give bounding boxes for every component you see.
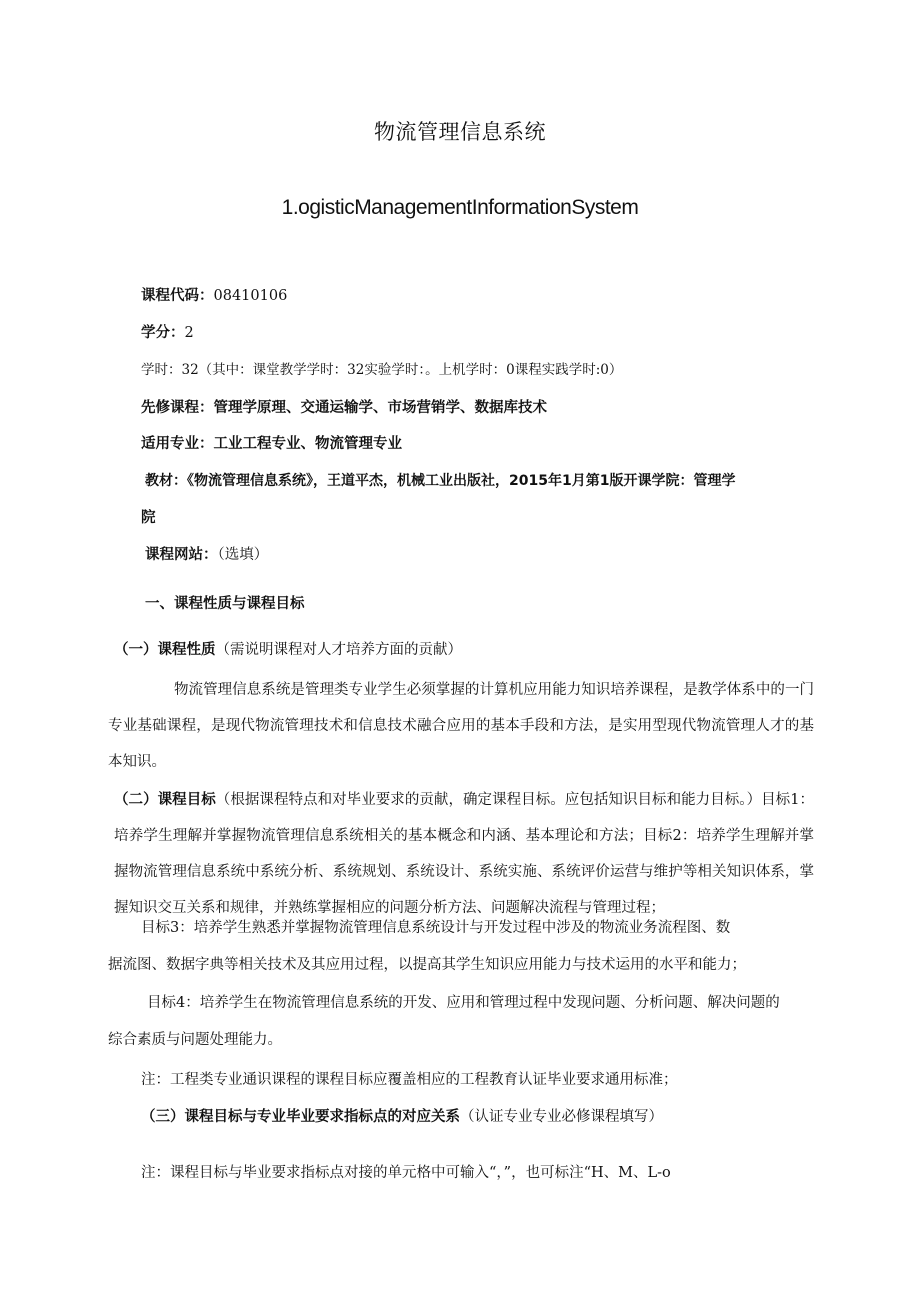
goal3-line-1: 目标3：培养学生熟悉并掌握物流管理信息系统设计与开发过程中涉及的物流业务流程图、数	[141, 920, 731, 936]
course-code	[141, 286, 287, 306]
nature-note: （需说明课程对人才培养方面的贡献）	[215, 642, 462, 658]
section-heading: 一、课程性质与课程目标	[145, 596, 305, 612]
goals-paragraph	[114, 782, 814, 926]
nature-paragraph: 物流管理信息系统是管理类专业学生必须掌握的计算机应用能力知识培养课程，是教学体系中的一门专业基础课程，是现代物流管理技术和信息技术融合应用的基本手段和方法，是实用型现代物流管理人才的基本知识。	[108, 682, 814, 770]
document-title: 物流管理信息系统	[374, 120, 546, 144]
credit-value: 2	[184, 325, 194, 341]
website-label: 课程网站：	[145, 547, 218, 563]
course-credit	[141, 323, 194, 343]
credit-label: 学分：	[141, 325, 185, 341]
mapping-heading	[141, 1107, 663, 1127]
mapping-note: （认证专业专业必修课程填写）	[460, 1109, 663, 1125]
textbook-line-1: 教材：《物流管理信息系统》，王道平杰，机械工业出版社，2015年1月第1版开课学院：管理学	[145, 473, 736, 489]
prereq-label: 先修课程：	[141, 400, 214, 416]
goals-label: （二）课程目标	[114, 792, 216, 808]
major-value: 工业工程专业、物流管理专业	[213, 436, 402, 452]
applicable-major	[141, 434, 402, 454]
course-hours: 学时：32（其中：课堂教学学时：32实验学时：。上机学时：0课程实践学时:0）	[141, 362, 623, 378]
textbook-line-2: 院	[141, 510, 156, 526]
major-label: 适用专业：	[141, 436, 214, 452]
nature-label: （一）课程性质	[114, 642, 216, 658]
goal4-line-1: 目标4：培养学生在物流管理信息系统的开发、应用和管理过程中发现问题、分析问题、解决问题的	[147, 995, 780, 1011]
note-mapping: 注：课程目标与毕业要求指标点对接的单元格中可输入“，”，也可标注“H、M、L-o	[141, 1165, 671, 1181]
prerequisites	[141, 398, 547, 418]
document-subtitle: 1.ogisticManagementInformationSystem	[281, 196, 639, 219]
course-code-label: 课程代码：	[141, 288, 214, 304]
mapping-label: （三）课程目标与专业毕业要求指标点的对应关系	[141, 1109, 460, 1125]
goal3-line-2: 据流图、数据字典等相关技术及其应用过程，以提高其学生知识应用能力与技术运用的水平和能力；	[108, 957, 746, 973]
goals-text: （根据课程特点和对毕业要求的贡献，确定课程目标。应包括知识目标和能力目标。）目标1：培养学生理解并掌握物流管理信息系统相关的基本概念和内涵、基本理论和方法；目标2：培养学生理解并掌握物流管理信息系统中系统分析、系统规划、系统设计、系统实施、系统评价运营与维护等相关知识体系，掌握知识交互关系和规律，并熟练掌握相应的问题分析方法、问题解决流程与管理过程；	[114, 792, 814, 916]
prereq-value: 管理学原理、交通运输学、市场营销学、数据库技术	[213, 400, 547, 416]
note-general: 注：工程类专业通识课程的课程目标应覆盖相应的工程教育认证毕业要求通用标准；	[141, 1072, 678, 1088]
website-value: （选填）	[217, 547, 269, 563]
nature-heading	[114, 640, 462, 660]
course-website	[145, 545, 268, 565]
course-code-value: 08410106	[213, 288, 288, 304]
goal4-line-2: 综合素质与问题处理能力。	[108, 1032, 282, 1048]
